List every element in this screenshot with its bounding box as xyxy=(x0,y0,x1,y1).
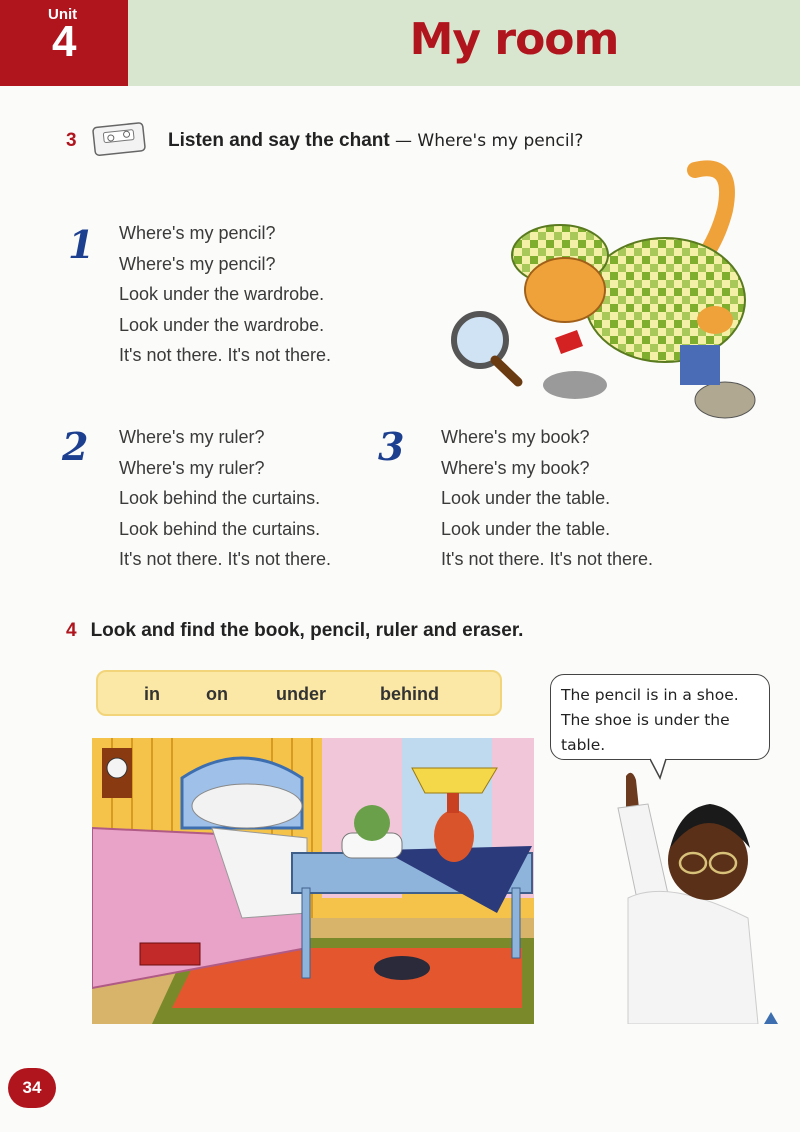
verse-1 xyxy=(119,218,331,371)
verse-line: Look under the wardrobe. xyxy=(119,284,325,305)
verse-number-1: 1 xyxy=(68,222,95,267)
verse-line: It's not there. It's not there. xyxy=(441,549,653,570)
verse-line: Look under the table. xyxy=(441,488,611,509)
verse-line: It's not there. It's not there. xyxy=(119,345,331,366)
bedroom-illustration xyxy=(92,738,534,1024)
verse-number-3: 3 xyxy=(378,424,405,469)
section4-number: 4 xyxy=(66,620,77,641)
boy-pointing-illustration xyxy=(608,768,773,1024)
verse-line: Where's my pencil? xyxy=(119,253,276,274)
verse-line: Look behind the curtains. xyxy=(119,518,321,539)
speech-bubble xyxy=(550,674,770,760)
section4-title: Look and find the book, pencil, ruler and eraser. xyxy=(90,620,524,641)
unit-number: 4 xyxy=(52,17,77,66)
verse-3 xyxy=(441,422,653,575)
word-in: in xyxy=(144,684,160,704)
verse-2 xyxy=(119,422,331,575)
speech-line: The shoe is under the xyxy=(561,711,730,729)
page-title: My room xyxy=(409,14,619,65)
verse-line: Where's my book? xyxy=(441,427,590,447)
word-behind: behind xyxy=(380,684,439,704)
verse-line: Where's my pencil? xyxy=(119,223,276,243)
header-band xyxy=(128,0,800,86)
verse-line: Where's my ruler? xyxy=(119,457,265,478)
triangle-mark-icon xyxy=(764,1012,778,1024)
verse-line: Look behind the curtains. xyxy=(119,488,321,509)
verse-line: It's not there. It's not there. xyxy=(119,549,331,570)
cassette-icon xyxy=(92,122,148,156)
section3-title: Listen and say the chant xyxy=(168,130,390,151)
word-on: on xyxy=(206,684,228,704)
section3-title-row xyxy=(168,130,583,152)
verse-line: Look under the table. xyxy=(441,518,611,539)
unit-badge xyxy=(0,0,128,86)
verse-line: Look under the wardrobe. xyxy=(119,314,325,335)
section4-heading xyxy=(66,620,523,642)
word-under: under xyxy=(276,684,327,704)
speech-line: The pencil is in a shoe. xyxy=(561,686,739,704)
verse-line: Where's my ruler? xyxy=(119,427,265,447)
word-box xyxy=(96,670,502,716)
section3-subtitle: — Where's my pencil? xyxy=(395,131,584,151)
verse-number-2: 2 xyxy=(62,424,89,469)
verse-line: Where's my book? xyxy=(441,457,590,478)
section3-number: 3 xyxy=(66,130,77,151)
unit-label: Unit xyxy=(48,6,78,23)
page-number: 34 xyxy=(8,1068,56,1108)
speech-line: table. xyxy=(561,736,606,754)
section3-heading xyxy=(66,130,91,152)
detective-cat-illustration xyxy=(450,160,760,435)
